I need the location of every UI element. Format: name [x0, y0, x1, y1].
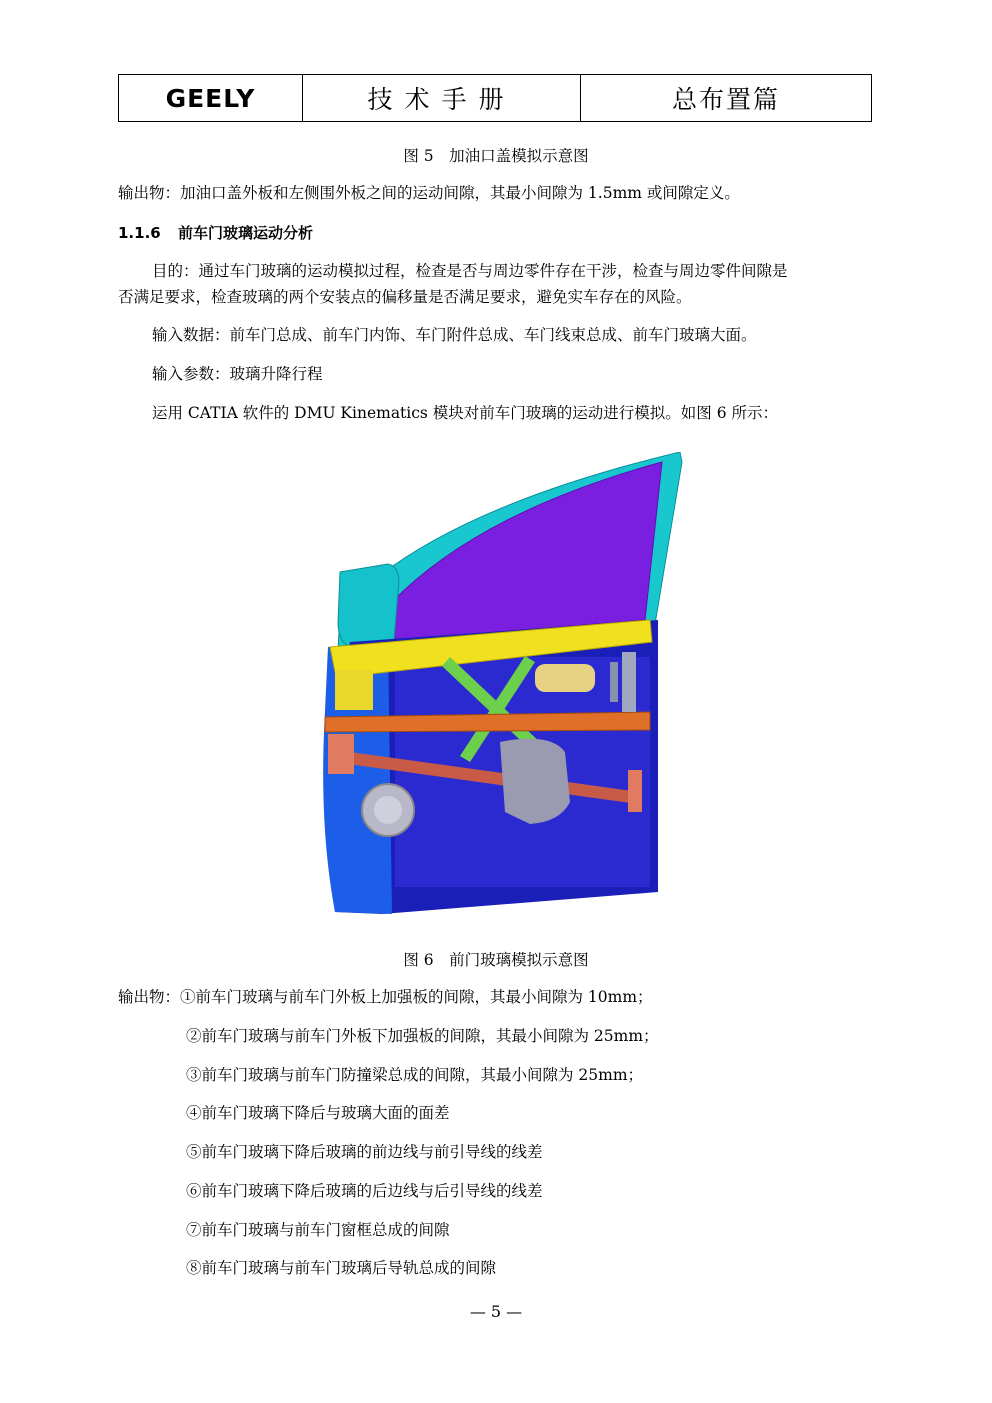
brand-logo-text: GEELY [119, 75, 303, 121]
output-item-3: ③前车门玻璃与前车门防撞梁总成的间隙，其最小间隙为 25mm； [186, 1066, 644, 1084]
output-item-1: 输出物：①前车门玻璃与前车门外板上加强板的间隙，其最小间隙为 10mm； [118, 988, 653, 1006]
section-title: 总布置篇 [671, 85, 780, 114]
output-item-2: ②前车门玻璃与前车门外板下加强板的间隙，其最小间隙为 25mm； [186, 1027, 659, 1045]
output-item-8: ⑧前车门玻璃与前车门玻璃后导轨总成的间隙 [186, 1259, 497, 1277]
output-item-7: ⑦前车门玻璃与前车门窗框总成的间隙 [186, 1221, 450, 1239]
purpose-line-2: 否满足要求，检查玻璃的两个安装点的偏移量是否满足要求，避免实车存在的风险。 [118, 288, 692, 306]
section-heading-title: 前车门玻璃运动分析 [177, 224, 313, 242]
purpose-line-1: 目的：通过车门玻璃的运动模拟过程，检查是否与周边零件存在干涉，检查与周边零件间隙是 [152, 262, 788, 280]
method-paragraph: 运用 CATIA 软件的 DMU Kinematics 模块对前车门玻璃的运动进行模拟。如图 6 所示： [152, 404, 779, 422]
input-data-paragraph: 输入数据：前车门总成、前车门内饰、车门附件总成、车门线束总成、前车门玻璃大面。 [152, 326, 757, 344]
front-door-glass-figure [310, 452, 685, 917]
page-header [118, 74, 872, 122]
figure5-caption: 图 5 加油口盖模拟示意图 [403, 147, 589, 165]
output-fuel-paragraph: 输出物：加油口盖外板和左侧围外板之间的运动间隙，其最小间隙为 1.5mm 或间隙定义。 [118, 184, 740, 202]
section-heading [118, 222, 313, 243]
input-params-paragraph: 输入参数：玻璃升降行程 [152, 365, 323, 383]
section-number: 1.1.6 [118, 224, 161, 242]
output-item-5: ⑤前车门玻璃下降后玻璃的前边线与前引导线的线差 [186, 1143, 543, 1161]
output-item-6: ⑥前车门玻璃下降后玻璃的后边线与后引导线的线差 [186, 1182, 543, 1200]
manual-title: 技术手册 [303, 75, 581, 121]
page-number: — 5 — [469, 1302, 523, 1321]
output-item-4: ④前车门玻璃下降后与玻璃大面的面差 [186, 1104, 450, 1122]
figure6-caption: 图 6 前门玻璃模拟示意图 [403, 951, 589, 969]
